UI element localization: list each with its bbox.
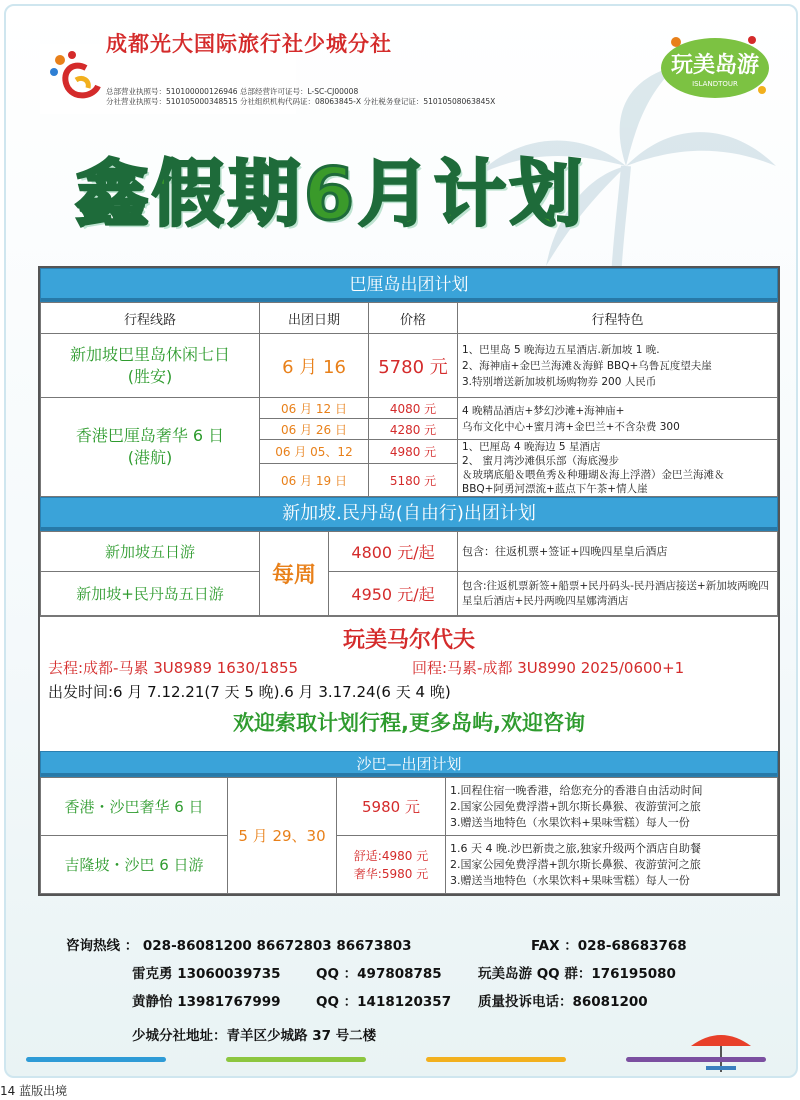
poster [4,4,798,1078]
feature-line: ＆玻璃底船＆喂鱼秀＆种珊瑚＆海上浮潜）金巴兰海滩＆ [462,469,725,481]
table-row [41,334,778,398]
col-header-features: 行程特色 [458,303,778,334]
page-footer-label: 14 蓝版出境 [0,1084,68,1098]
feature-line: 2.国家公园免费浮潜+凯尔斯长鼻猴、夜游萤河之旅 [450,857,701,871]
feature-line: 3.特别增送新加坡机场购物券 200 人民币 [462,375,657,388]
price: 奢华:5980 元 [353,866,429,881]
route-carrier: (胜安) [127,366,173,386]
table-row [41,398,778,419]
sabah-section-title: 沙巴—出团计划 [40,751,778,777]
feature-line: 4 晚精品酒店+梦幻沙滩+海神庙+ [462,404,625,417]
feature-line: 1、巴厘岛 4 晚海边 5 星酒店 [462,441,601,453]
fax: FAX ：028-68683768 [531,938,687,954]
feature-line: 1、巴里岛 5 晚海边五星酒店.新加坡 1 晚. [462,343,660,356]
frequency-label: 每周 [260,532,329,616]
features [446,778,778,836]
agency-logo-icon [46,50,106,102]
sabah-table [40,777,778,894]
price: 4800 元/起 [329,532,458,572]
color-stripe [26,1057,166,1062]
feature-line: BBQ+阿勇河漂流+蓝点下午茶+情人崖 [462,483,648,495]
features [458,398,778,440]
departure-date: 5 月 29、30 [228,778,337,894]
departure-date: 6 月 16 [260,334,369,398]
route-name: 吉隆坡・沙巴 6 日游 [41,836,228,894]
return-flight: 回程:马累-成都 3U8990 2025/0600+1 [412,659,685,677]
price: 4980 元 [369,440,458,464]
col-header-date: 出团日期 [260,303,369,334]
table-row [41,836,778,894]
departure-times: 出发时间:6 月 7.12.21(7 天 5 晚).6 月 3.17.24(6 天 4 晚) [48,683,451,701]
price-options [337,836,446,894]
col-header-route: 行程线路 [41,303,260,334]
qq-group: 玩美岛游 QQ 群：176195080 [478,966,676,982]
table-row [41,572,778,616]
table-row [41,778,778,836]
departure-date: 06 月 05、12 [260,440,369,464]
price: 4280 元 [369,419,458,440]
bali-table [40,302,778,497]
hotline: 咨询热线 ： 028-86081200 86672803 86673803 [66,938,412,954]
includes: 包含：往返机票+签证+四晚四星皇后酒店 [458,532,778,572]
departure-date: 06 月 12 日 [260,398,369,419]
brand-badge-text: 玩美岛游 [670,53,760,78]
island-tour-badge [656,30,774,100]
license-info-line1: 总部营业执照号：510100000126946 总部经营许可证号：L-SC-CJ00008 [106,87,359,96]
color-stripe [226,1057,366,1062]
features [446,836,778,894]
brand-badge-subtext: ISLANDTOUR [692,80,738,88]
maldives-title: 玩美马尔代夫 [342,628,475,653]
route-carrier: (港航) [127,448,173,467]
feature-line: 乌布文化中心+蜜月湾+金巴兰+不含杂费 300 [462,420,680,433]
outbound-flight: 去程:成都-马累 3U8989 1630/1855 [48,659,299,677]
route-name: 香港巴厘岛奢华 6 日 [75,426,225,445]
route-name: 新加坡+民丹岛五日游 [41,572,260,616]
singapore-table [40,531,778,616]
agency-name: 成都光大国际旅行社少城分社 [106,32,392,56]
feature-line: 2、海神庙+金巴兰海滩＆海鲜 BBQ+乌鲁瓦度望夫崖 [462,359,712,372]
maldives-section [40,616,778,751]
branch-address: 少城分社地址：青羊区少城路 37 号二楼 [132,1028,377,1044]
qq-2: QQ ：1418120357 [316,994,452,1010]
contact-person-2: 黄静怡 13981767999 [132,994,281,1010]
itinerary-board [38,266,780,896]
departure-date: 06 月 26 日 [260,419,369,440]
route-name: 新加坡巴里岛休闲七日 [69,344,230,364]
main-headline: 鑫假期6月计划 [76,152,587,236]
table-row [41,532,778,572]
departure-date: 06 月 19 日 [260,464,369,497]
color-stripe [626,1057,766,1062]
features [458,334,778,398]
price: 4080 元 [369,398,458,419]
price: 5180 元 [369,464,458,497]
price: 5980 元 [337,778,446,836]
includes: 包含:往返机票新签+船票+民丹码头-民丹酒店接送+新加坡两晚四星皇后酒店+民丹两晚四星娜湾酒店 [458,572,778,616]
beach-umbrella-icon [686,1028,756,1073]
feature-line: 2、 蜜月湾沙滩俱乐部（海底漫步 [462,455,620,467]
features [458,440,778,497]
bali-section-title: 巴厘岛出团计划 [40,268,778,302]
color-stripe [426,1057,566,1062]
price: 5780 元 [369,334,458,398]
feature-line: 3.赠送当地特色（水果饮料+果味雪糕）每人一份 [450,815,690,829]
feature-line: 1.回程住宿一晚香港，给您充分的香港自由活动时间 [450,783,703,797]
license-info-line2: 分社营业执照号：510105000348515 分社组织机构代码证：08063845-X 分社税务登记证：51010508063845X [106,97,496,106]
feature-line: 3.赠送当地特色（水果饮料+果味雪糕）每人一份 [450,873,690,887]
singapore-section-title: 新加坡.民丹岛(自由行)出团计划 [40,497,778,531]
feature-line: 2.国家公园免费浮潜+凯尔斯长鼻猴、夜游萤河之旅 [450,799,701,813]
price: 舒适:4980 元 [353,848,429,863]
feature-line: 1.6 天 4 晚.沙巴新贵之旅,独家升级两个酒店自助餐 [450,841,701,855]
qq-1: QQ ：497808785 [316,966,442,982]
col-header-price: 价格 [369,303,458,334]
welcome-message: 欢迎索取计划行程,更多岛屿,欢迎咨询 [233,711,585,735]
route-name-cell [41,398,260,497]
complaint-phone: 质量投诉电话：86081200 [478,994,648,1010]
contact-person-1: 雷克勇 13060039735 [132,966,281,982]
price: 4950 元/起 [329,572,458,616]
route-name-cell [41,334,260,398]
route-name: 新加坡五日游 [41,532,260,572]
route-name: 香港・沙巴奢华 6 日 [41,778,228,836]
